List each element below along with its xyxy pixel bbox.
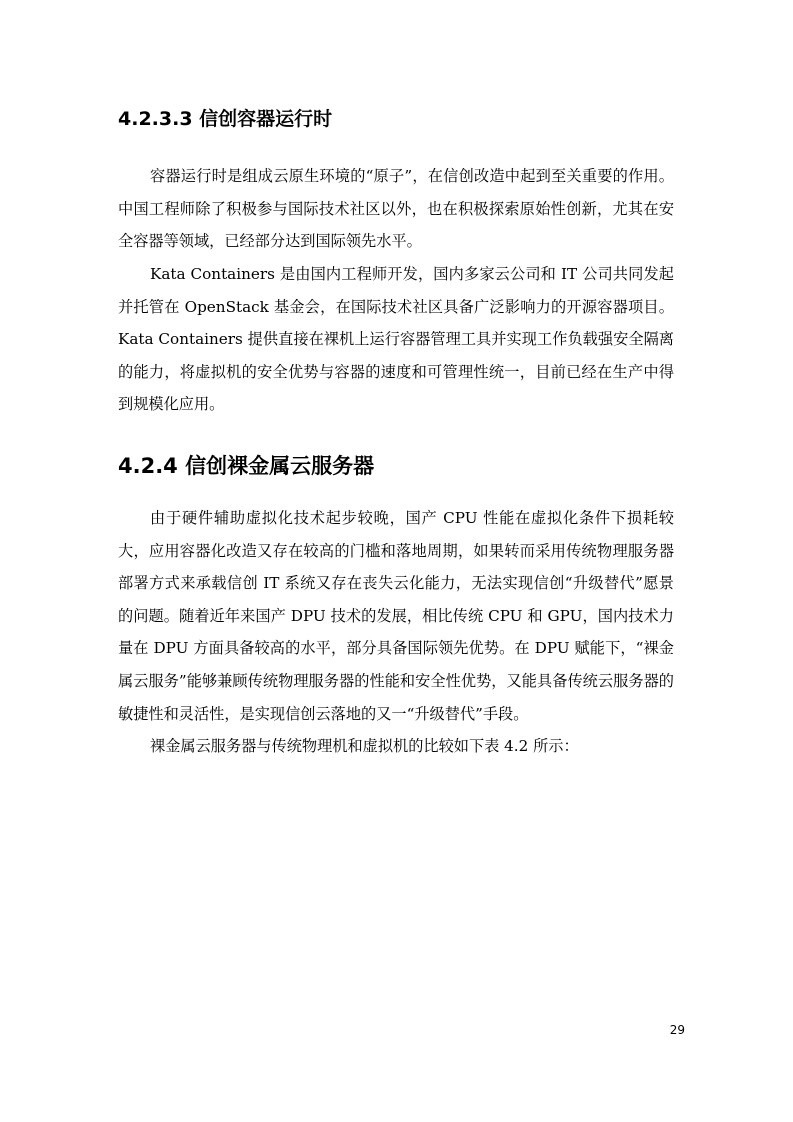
paragraph-kata-containers: Kata Containers 是由国内工程师开发，国内多家云公司和 IT 公司共同发起并托管在 OpenStack 基金会，在国际技术社区具备广泛影响力的开源容器项目。Kata Containers 提供直接在裸机上运行容器管理工具并实现工作负载强安全隔离的能力，将虚拟机的安全优势与容器的速度和可管理性统一，目前已经在生产中得到规模化应用。: [118, 265, 674, 414]
paragraph-table-reference: 裸金属云服务器与传统物理机和虚拟机的比较如下表 4.2 所示：: [150, 737, 579, 755]
section-heading-4-2-4: 4.2.4 信创裸金属云服务器: [118, 454, 375, 478]
paragraph-bare-metal-intro: 由于硬件辅助虚拟化技术起步较晚，国产 CPU 性能在虚拟化条件下损耗较大，应用容器化改造又存在较高的门槛和落地周期，如果转而采用传统物理服务器部署方式来承载信创 IT 系统又存在丧失云化能力，无法实现信创“升级替代”愿景的问题。随着近年来国产 DPU 技术的发展，相比传统 CPU 和 GPU，国内技术力量在 DPU 方面具备较高的水平，部分具备国际领先优势。在 DPU 赋能下，“裸金属云服务”能够兼顾传统物理服务器的性能和安全性优势，又能具备传统云服务器的敏捷性和灵活性，是实现信创云落地的又一“升级替代”手段。: [118, 509, 674, 723]
page-number: 29: [669, 1023, 685, 1037]
paragraph-container-runtime-intro: 容器运行时是组成云原生环境的“原子”，在信创改造中起到至关重要的作用。中国工程师除了积极参与国际技术社区以外，也在积极探索原始性创新，尤其在安全容器等领域，已经部分达到国际领先水平。: [118, 167, 674, 251]
section-heading-4-2-3-3: 4.2.3.3 信创容器运行时: [118, 108, 333, 130]
